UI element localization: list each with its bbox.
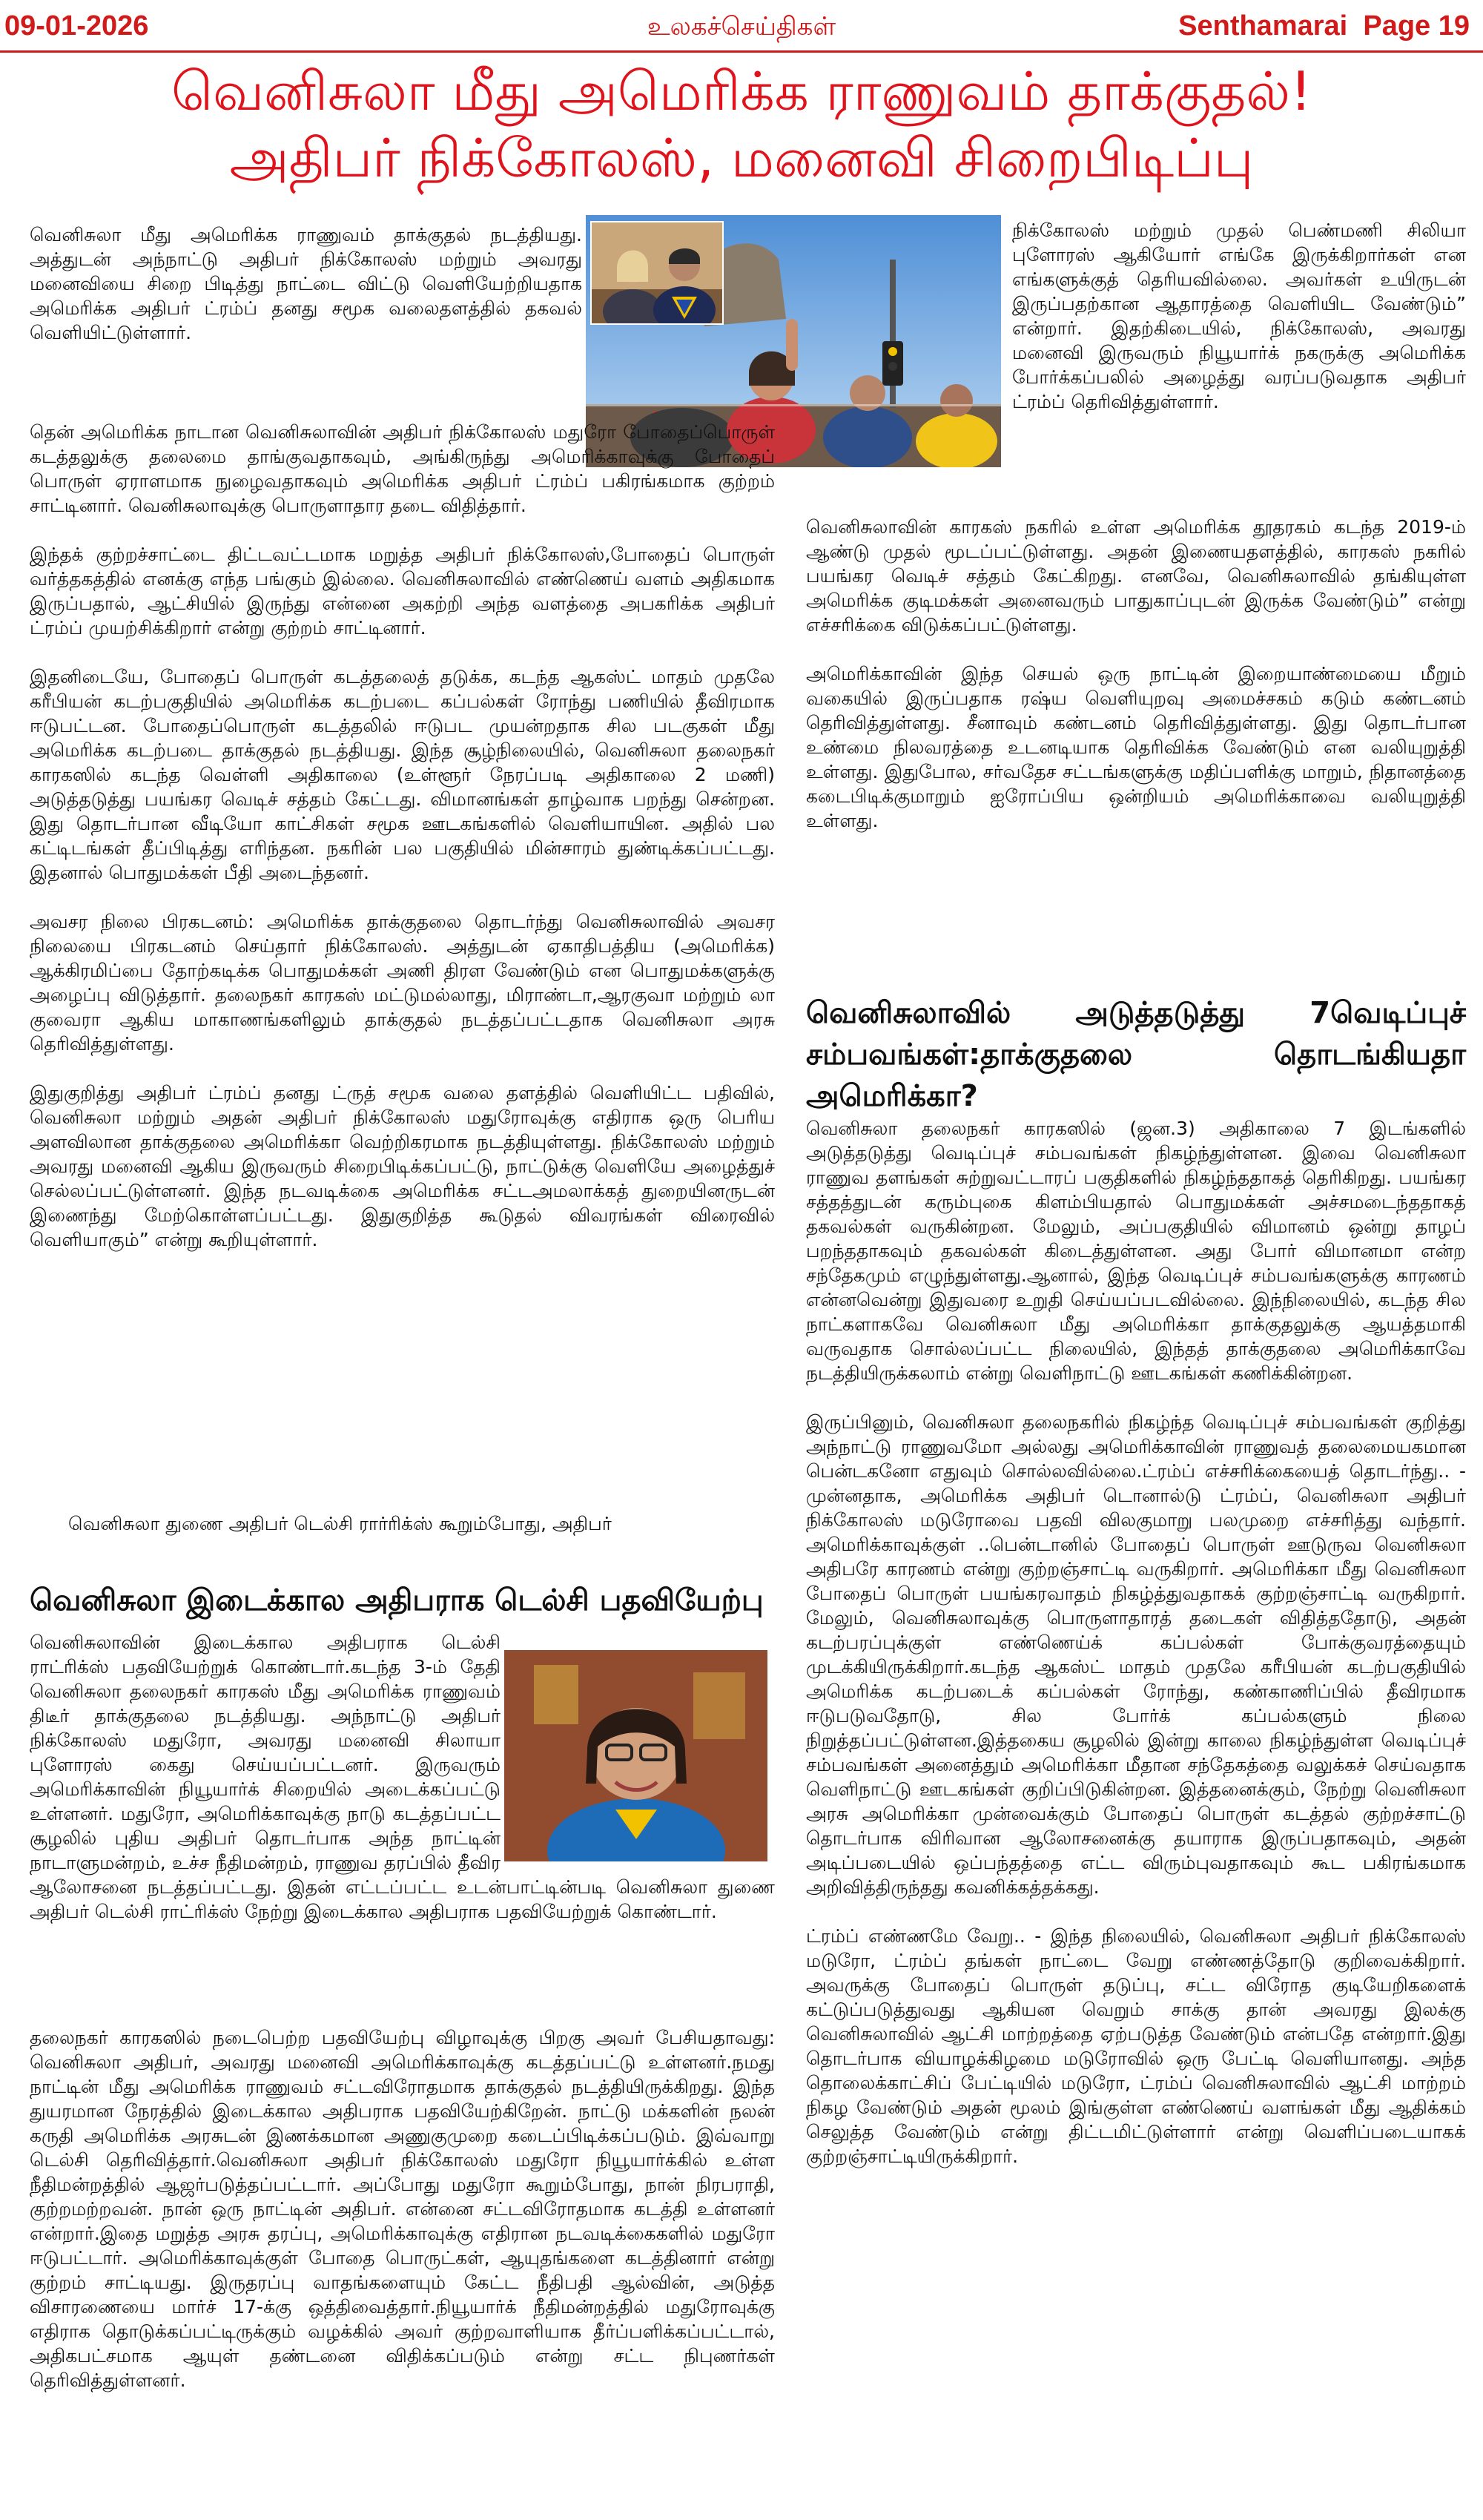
article1-right-paragraph-3: அமெரிக்காவின் இந்த செயல் ஒரு நாட்டின் இறையாண்மையை மீறும் வகையில் இருப்பதாக ரஷ்ய வெளியுறவு அமைச்சகம் கடும் கண்டனம் தெரிவித்துள்ளது. சீனாவும் கண்டனம் தெரிவித்துள்ளது. இது தொடர்பான உண்மை நிலவரத்தை உடனடியாக தெரிவிக்க வேண்டும் என வலியுறுத்தி உள்ளது. இதுபோல, சர்வதேச சட்டங்களுக்கு மதிப்பளிக்கு மாறும், நிதானத்தை கடைபிடிக்குமாறும் ஐரோப்பிய ஒன்றியம் அமெரிக்காவை வலியுறுத்தி உள்ளது. xyxy=(806,663,1466,831)
header-rule xyxy=(0,50,1483,53)
article2-headline: வெனிசுலா இடைக்கால அதிபராக டெல்சி பதவியேற்பு xyxy=(30,1583,764,1617)
article1-paragraph-2: தென் அமெரிக்க நாடான வெனிசுலாவின் அதிபர் நிக்கோலஸ் மதுரோ போதைப்பொருள் கடத்தலுக்கு தலைமை தாங்குவதாகவும், அங்கிருந்து அமெரிக்காவுக்கு போதைப் பொருள் ஏராளமாக நுழைவதாகவும் அமெரிக்க அதிபர் ட்ரம்ப் பகிரங்கமாக குற்றம் சாட்டினார். வெனிசுலாவுக்கு பொருளாதார தடை விதித்தார். xyxy=(30,421,775,516)
section-title: உலகச்செய்திகள் xyxy=(647,12,836,42)
article3-paragraph-2: இருப்பினும், வெனிசுலா தலைநகரில் நிகழ்ந்த வெடிப்புச் சம்பவங்கள் குறித்து அந்நாட்டு ராணுவமோ அல்லது அமெரிக்காவின் ராணுவத் தலைமையகமான பென்டகனோ எதுவும் சொல்லவில்லை.ட்ரம்ப் எச்சரிக்கையைத் தொடர்ந்து.. - முன்னதாக, அமெரிக்க அதிபர் டொனால்டு ட்ரம்ப், வெனிசுலா அதிபர் நிக்கோலஸ் மடுரோவை பதவி விலகுமாறு பலமுறை எச்சரித்து வந்தார். அமெரிக்காவுக்குள் ..பென்டானில் போதைப் பொருள் ஊடுருவ வெனிசுலா அதிபரே காரணம் என்று குற்றஞ்சாட்டி வருகிறார். அமெரிக்கா மீது வெனிசுலா போதைப் பொருள் பயங்கரவாதம் நிகழ்த்துவதாகக் குற்றஞ்சாட்டி வருகிறார். மேலும், வெனிசுலாவுக்கு பொருளாதாரத் தடைகள் விதித்ததோடு, அதன் கடற்பரப்புக்குள் எண்ணெய்க் கப்பல்கள் போக்குவரத்தையும் முடக்கியிருக்கிறார்.கடந்த ஆகஸ்ட் மாதம் முதலே கரீபியன் கடற்பகுதியில் அமெரிக்க கடற்படைக் கப்பல்கள் ரோந்து, கண்காணிப்பில் தீவிரமாக ஈடுபடுவதோடு, சில போர்க் கப்பல்களும் நிலை நிறுத்தப்பட்டுள்ளன.இத்தகைய சூழலில் இன்று காலை நிகழ்ந்துள்ள வெடிப்புச் சம்பவங்கள் அனைத்தும் அமெரிக்கா மீதான சந்தேகத்தை வலுக்கச் செய்வதாக வெளிநாட்டு ஊடகங்கள் குறிப்பிடுகின்றன. இத்தனைக்கும், நேற்று வெனிசுலா அரசு அமெரிக்கா முன்வைக்கும் போதைப் பொருள் கடத்தல் குற்றச்சாட்டு தொடர்பாக விரிவான ஆலோசனைக்கு தயாராக இருப்பதாகவும், அதன் அடிப்படையில் ஒப்பந்தத்தை எட்ட விரும்புவதாகவும் கூட பகிரங்கமாக அறிவித்திருந்தது கவனிக்கத்தக்கது. xyxy=(806,1411,1466,1898)
article1-right-paragraph-2: வெனிசுலாவின் காரகஸ் நகரில் உள்ள அமெரிக்க தூதரகம் கடந்த 2019-ம் ஆண்டு முதல் மூடப்பட்டுள்ளது. அதன் இணையதளத்தில், காரகஸ் நகரில் பயங்கர வெடிச் சத்தம் கேட்கிறது. எனவே, வெனிசுலாவில் தங்கியுள்ள அமெரிக்க குடிமக்கள் அனைவரும் பாதுகாப்புடன் இருக்க வேண்டும்” என்று எச்சரிக்கை விடுக்கப்பட்டுள்ளது. xyxy=(806,516,1466,636)
article3-headline: வெனிசுலாவில் அடுத்தடுத்து 7வெடிப்புச் சம்பவங்கள்:தாக்குதலை தொடங்கியதா அமெரிக்கா? xyxy=(806,996,1466,1113)
article1-left-column xyxy=(30,222,582,369)
article2-intro xyxy=(30,1630,775,1924)
article1-paragraph-4: இதனிடையே, போதைப் பொருள் கடத்தலைத் தடுக்க, கடந்த ஆகஸ்ட் மாதம் முதலே கரீபியன் கடற்பகுதியில் அமெரிக்க கடற்படை கப்பல்கள் ரோந்து பணியில் தீவிரமாக ஈடுபட்டன. போதைப்பொருள் கடத்தலில் ஈடுபட முயன்றதாக சில படகுகள் மீது அமெரிக்க கடற்படை தாக்குதல் நடத்தியது. இந்த சூழ்நிலையில், வெனிசுலா தலைநகர் காரகஸில் கடந்த வெள்ளி அதிகாலை (உள்ளூர் நேரப்படி அதிகாலை 2 மணி) அடுத்தடுத்து பயங்கர வெடிச் சத்தம் கேட்டது. விமானங்கள் தாழ்வாக பறந்து சென்றன. இது தொடர்பான வீடியோ காட்சிகள் சமூக ஊடகங்களில் வெளியாயின. அதில் பல கட்டிடங்கள் தீப்பிடித்து எரிந்தன. நகரின் பல பகுதியில் மின்சாரம் துண்டிக்கப்பட்டது. இதனால் பொதுமக்கள் பீதி அடைந்தனர். xyxy=(30,666,775,883)
headline-line-1: வெனிசுலா மீது அமெரிக்க ராணுவம் தாக்குதல்! xyxy=(171,60,1312,122)
article1-paragraph-6: இதுகுறித்து அதிபர் ட்ரம்ப் தனது ட்ருத் சமூக வலை தளத்தில் வெளியிட்ட பதிவில், வெனிசுலா மற்றும் அதன் அதிபர் நிக்கோலஸ் மதுரோவுக்கு எதிராக ஒரு பெரிய அளவிலான தாக்குதலை அமெரிக்கா வெற்றிகரமாக நடத்தியுள்ளது. நிக்கோலஸ் மற்றும் அவரது மனைவி ஆகிய இருவரும் சிறைபிடிக்கப்பட்டு, நாட்டுக்கு வெளியே அழைத்துச் செல்லப்பட்டுள்ளனர். இந்த நடவடிக்கை அமெரிக்க சட்டஅமலாக்கத் துறையினருடன் இணைந்து மேற்கொள்ளப்பட்டது. இதுகுறித்த கூடுதல் விவரங்கள் விரைவில் வெளியாகும்” என்று கூறியுள்ளார். xyxy=(30,1082,775,1250)
issue-date: 09-01-2026 xyxy=(4,10,149,42)
article3-paragraph-1: வெனிசுலா தலைநகர் காரகஸில் (ஜன.3) அதிகாலை 7 இடங்களில் அடுத்தடுத்து வெடிப்புச் சம்பவங்கள் நிகழ்ந்துள்ளன. இவை வெனிசுலா ராணுவ தளங்கள் சுற்றுவட்டாரப் பகுதிகளில் நிகழ்ந்ததாகத் தெரிகிறது. பயங்கர சத்தத்துடன் கரும்புகை கிளம்பியதால் பொதுமக்கள் அச்சமடைந்ததாகத் தகவல்கள் வருகின்றன. மேலும், அப்பகுதியில் விமானம் ஒன்று தாழப் பறந்ததாகவும் தகவல்கள் கிடைத்துள்ளன. அது போர் விமானமா என்ற சந்தேகமும் எழுந்துள்ளது.ஆனால், இந்த வெடிப்புச் சம்பவங்களுக்கு காரணம் என்னவென்று இதுவரை உறுதி செய்யப்படவில்லை. இந்நிலையில், கடந்த சில நாட்களாகவே வெனிசுலா மீது அமெரிக்கா தாக்குதலுக்கு ஆயத்தமாகி வருவதாக சொல்லப்பட்ட நிலையில், இந்தத் தாக்குதலை அமெரிக்காவே நடத்தியிருக்கலாம் என்று வெளிநாட்டு ஊடகங்கள் கணிக்கின்றன. xyxy=(806,1118,1466,1384)
article1-paragraph-3: இந்தக் குற்றச்சாட்டை திட்டவட்டமாக மறுத்த அதிபர் நிக்கோலஸ்,போதைப் பொருள் வர்த்தகத்தில் எனக்கு எந்த பங்கும் இல்லை. வெனிசுலாவில் எண்ணெய் வளம் அதிகமாக இருப்பதால், ஆட்சியில் இருந்து என்னை அகற்றி அந்த வளத்தை அபகரிக்க அதிபர் ட்ரம்ப் முயற்சிக்கிறார் என்று குற்றம் சாட்டினார். xyxy=(30,544,775,639)
article1-right-column-body xyxy=(806,515,1466,857)
article2-body xyxy=(30,2025,775,2392)
article2-paragraph-1-text: வெனிசுலாவின் இடைக்கால அதிபராக டெல்சி ராட்ரிக்ஸ் பதவியேற்றுக் கொண்டார்.கடந்த 3-ம் தேதி வெனிசுலா தலைநகர் காரகஸ் மீது அமெரிக்க ராணுவம் திடீர் தாக்குதலை நடத்தியது. அந்நாட்டு அதிபர் நிக்கோலஸ் மதுரோ, அவரது மனைவி சிலாயா புளோரஸ் கைது செய்யப்பட்டனர். இருவரும் அமெரிக்காவின் நியூயார்க் சிறையில் அடைக்கப்பட்டு உள்ளனர். மதுரோ, அமெரிக்காவுக்கு நாடு கடத்தப்பட்ட சூழலில் புதிய அதிபர் தொடர்பாக அந்த நாட்டின் நாடாளுமன்றம், உச்ச நீதிமன்றம், ராணுவ தரப்பில் தீவிர ஆலோசனை நடத்தப்பட்டது. இதன் எட்டப்பட்ட உடன்பாட்டின்படி வெனிசுலா துணை அதிபர் டெல்சி ராட்ரிக்ஸ் நேற்று இடைக்கால அதிபராக பதவியேற்றுக் கொண்டார். xyxy=(30,1632,775,1922)
article1-paragraph-1: வெனிசுலா மீது அமெரிக்க ராணுவம் தாக்குதல் நடத்தியது. அத்துடன் அந்நாட்டு அதிபர் நிக்கோலஸ் மற்றும் அவரது மனைவியை சிறை பிடித்து நாட்டை விட்டு வெளியேற்றியதாக அமெரிக்க அதிபர் ட்ரம்ப் தனது சமூக வலைதளத்தில் தகவல் வெளியிட்டுள்ளார். xyxy=(30,224,582,343)
paper-and-page xyxy=(1178,10,1470,42)
article1-left-column-body xyxy=(30,420,775,1276)
article1-paragraph-5: அவசர நிலை பிரகடனம்: அமெரிக்க தாக்குதலை தொடர்ந்து வெனிசுலாவில் அவசர நிலையை பிரகடனம் செய்தார் நிக்கோலஸ். அத்துடன் ஏகாதிபத்திய (அமெரிக்க) ஆக்கிரமிப்பை தோற்கடிக்க பொதுமக்கள் அணி திரள வேண்டும் என பொதுமக்களுக்கு அழைப்பு விடுத்தார். தலைநகர் காரகஸ் மட்டுமல்லாது, மிராண்டா,ஆரகுவா மற்றும் லா குவைரா ஆகிய மாகாணங்களிலும் தாக்குதல் நடத்தப்பட்டதாக வெனிசுலா அரசு தெரிவித்துள்ளது. xyxy=(30,911,775,1055)
inset-leaders-photo xyxy=(590,221,724,325)
article1-left-column-tail xyxy=(68,1511,775,1536)
page-number: Page 19 xyxy=(1363,10,1470,42)
article1-right-paragraph-1: நிக்கோலஸ் மற்றும் முதல் பெண்மணி சிலியா புளோரஸ் ஆகியோர் எங்கே இருக்கிறார்கள் என எங்களுக்குத் தெரியவில்லை. அவர்கள் உயிருடன் இருப்பதற்கான ஆதாரத்தை வெளியிட வேண்டும்” என்றார். இதற்கிடையில், நிக்கோலஸ், அவரது மனைவி இருவரும் நியூயார்க் நகருக்கு அமெரிக்க போர்க்கப்பலில் அழைத்து வரப்படுவதாக அதிபர் ட்ரம்ப் தெரிவித்துள்ளார். xyxy=(1012,220,1466,412)
article3-paragraph-3: ட்ரம்ப் எண்ணமே வேறு.. - இந்த நிலையில், வெனிசுலா அதிபர் நிக்கோலஸ் மடுரோ, ட்ரம்ப் தங்கள் நாட்டை வேறு எண்ணத்தோடு குறிவைக்கிறார். அவருக்கு போதைப் பொருள் தடுப்பு, சட்ட விரோத குடியேறிகளைக் கட்டுப்படுத்துவது ஆகியன வெறும் சாக்கு தான் அவரது இலக்கு வெனிசுலாவில் ஆட்சி மாற்றத்தை ஏற்படுத்த வேண்டும் என்பதே என்றார்.இது தொடர்பாக வியாழக்கிழமை மடுரோவில் ஒரு பேட்டி வெளியானது. அந்த தொலைக்காட்சிப் பேட்டியில் மடுரோ, ட்ரம்ப் வெனிசுலாவில் ஆட்சி மாற்றம் நிகழ வேண்டும் அதன் மூலம் இங்குள்ள எண்ணெய் வளங்கள் மீது ஆதிக்கம் செலுத்த வேண்டும் என்று திட்டமிட்டுள்ளார் என்று வெளிப்படையாகக் குற்றஞ்சாட்டியிருக்கிறார். xyxy=(806,1925,1466,2167)
main-headline xyxy=(0,58,1483,191)
paper-name: Senthamarai xyxy=(1178,10,1348,42)
portrait-wrap-spacer xyxy=(501,1630,775,1853)
article1-right-column xyxy=(1012,218,1466,438)
article3-column xyxy=(806,1116,1466,2193)
headline-line-2: அதிபர் நிக்கோலஸ், மனைவி சிறைபிடிப்பு xyxy=(229,127,1254,189)
page-header xyxy=(0,0,1483,52)
article2-paragraph-2: தலைநகர் காரகஸில் நடைபெற்ற பதவியேற்பு விழாவுக்கு பிறகு அவர் பேசியதாவது: வெனிசுலா அதிபர், அவரது மனைவி அமெரிக்காவுக்கு கடத்தப்பட்டு உள்ளனர்.நமது நாட்டின் மீது அமெரிக்க ராணுவம் சட்டவிரோதமாக தாக்குதல் நடத்தியிருக்கிறது. இந்த துயரமான நேரத்தில் இடைக்கால அதிபராக பதவியேற்கிறேன். நாட்டு மக்களின் நலன் கருதி அமெரிக்க அரசுடன் இணக்கமான அணுகுமுறை கடைப்பிடிக்கப்படும். இவ்வாறு டெல்சி தெரிவித்தார்.வெனிசுலா அதிபர் நிக்கோலஸ் மதுரோ நியூயார்க்கில் உள்ள நீதிமன்றத்தில் ஆஜர்படுத்தப்பட்டார். அப்போது மதுரோ கூறும்போது, நான் நிரபராதி, குற்றமற்றவன். நான் ஒரு நாட்டின் அதிபர். என்னை சட்டவிரோதமாக கடத்தி உள்ளனர் என்றார்.இதை மறுத்த அரசு தரப்பு, அமெரிக்காவுக்கு எதிரான நடவடிக்கைகளில் மதுரோ ஈடுபட்டார். அமெரிக்காவுக்குள் போதை பொருட்கள், ஆயுதங்களை கடத்தினார் என்று குற்றம் சாட்டியது. இருதரப்பு வாதங்களையும் கேட்ட நீதிபதி ஆல்வின், அடுத்த விசாரணையை மார்ச் 17-க்கு ஒத்திவைத்தார்.நியூயார்க் நீதிமன்றத்தில் மதுரோவுக்கு எதிராக தொடுக்கப்பட்டிருக்கும் வழக்கில் அவர் குற்றவாளியாக தீர்ப்பளிக்கப்பட்டால், அதிகபட்சமாக ஆயுள் தண்டனை விதிக்கப்படும் என்று சட்ட நிபுணர்கள் தெரிவித்துள்ளனர். xyxy=(30,2027,775,2391)
article1-paragraph-7: வெனிசுலா துணை அதிபர் டெல்சி ரார்ரிக்ஸ் கூறும்போது, அதிபர் xyxy=(68,1513,612,1534)
leaders-inset-illustration xyxy=(592,222,722,323)
